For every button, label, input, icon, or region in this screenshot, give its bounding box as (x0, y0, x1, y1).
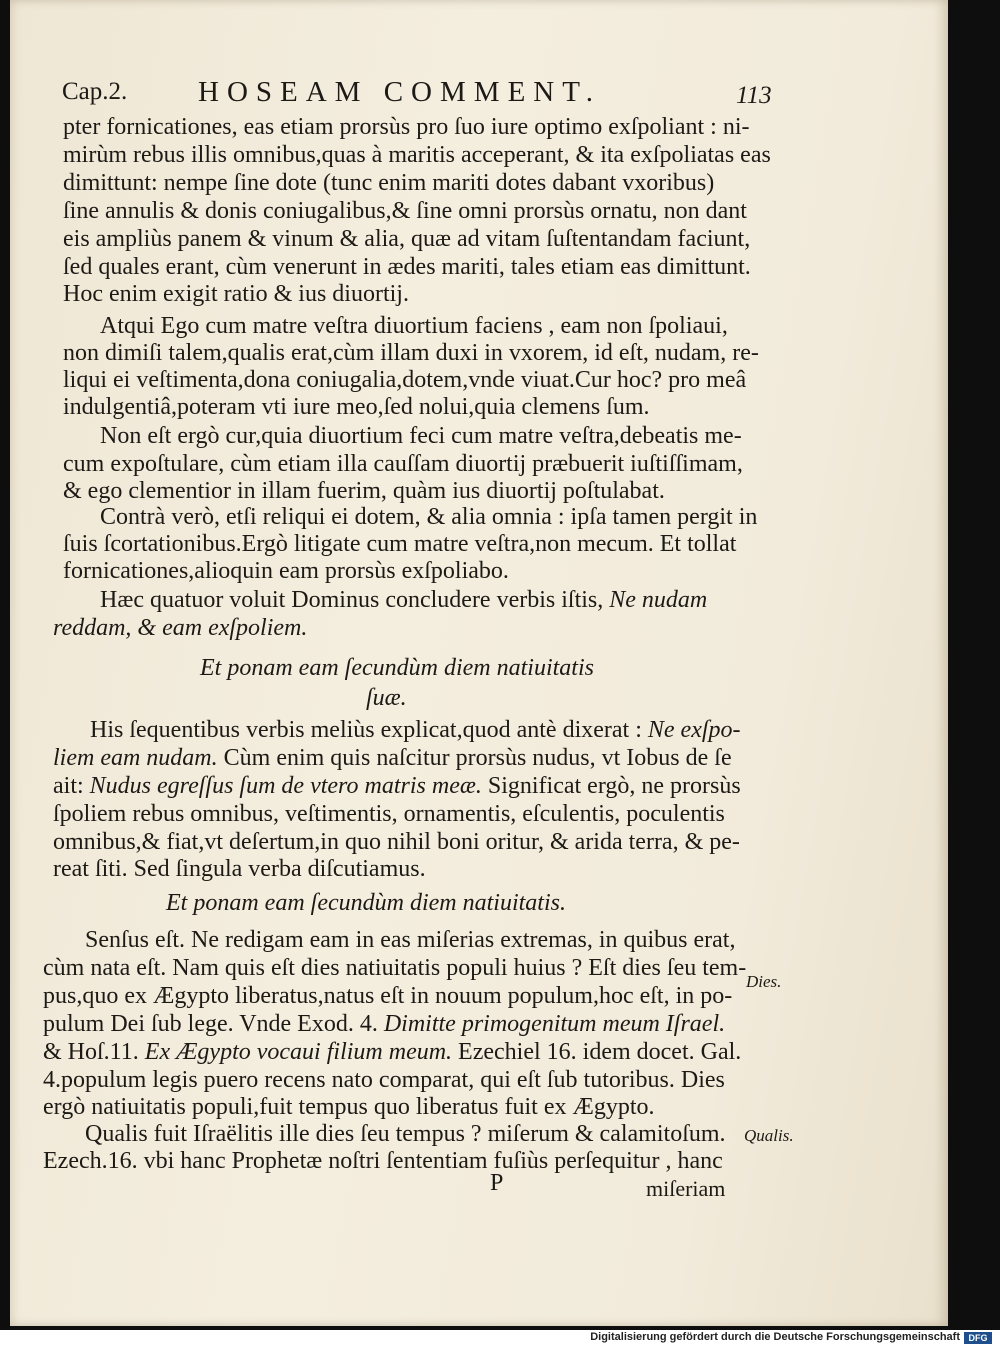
text-line: non dimiſi talem,qualis erat,cùm illam duxi in vxorem, id eſt, nudam, re- (63, 340, 759, 366)
signature-mark: P (490, 1170, 504, 1196)
text-line: indulgentiâ,poteram vti iure meo,ſed nolui,quia clemens ſum. (63, 394, 650, 420)
running-head-title: HOSEAM COMMENT. (198, 76, 602, 108)
page-number: 113 (736, 82, 772, 109)
text-italic: Ne nudam (609, 587, 708, 613)
text-roman: Hæc quatuor voluit Dominus concludere verbis iſtis, (100, 587, 604, 613)
margin-note: Dies. (746, 972, 782, 991)
text-line: ſine annulis & donis coniugalibus,& ſine omni prorsùs ornatu, non dant (63, 198, 747, 224)
text-italic: liem eam nudam. (53, 745, 218, 771)
text-roman: Significat ergò, ne prorsùs (487, 773, 741, 799)
text-line: reat ſiti. Sed ſingula verba diſcutiamus. (53, 856, 426, 882)
margin-note: Qualis. (744, 1126, 794, 1145)
text-roman: Cùm enim quis naſcitur prorsùs nudus, vt Iobus de ſe (223, 745, 732, 771)
text-line: Ezech.16. vbi hanc Prophetæ noſtri ſententiam fuſiùs perſequitur , hanc (43, 1148, 723, 1174)
section-heading: Et ponam eam ſecundùm diem natiuitatis (200, 655, 594, 681)
text-line (43, 1038, 741, 1066)
text-line: dimittunt: nempe ſine dote (tunc enim mariti dotes dabant vxoribus) (63, 170, 715, 196)
text-line: fornicationes,alioquin eam prorsùs exſpoliabo. (63, 558, 509, 584)
text-line: mirùm rebus illis omnibus,quas à maritis acceperant, & ita exſpoliatas eas (63, 142, 771, 168)
text-line: eis ampliùs panem & vinum & alia, quæ ad vitam ſuſtentandam faciunt, (63, 226, 751, 252)
text-italic: Ex Ægypto vocaui filium meum. (144, 1039, 453, 1065)
text-line: liqui ei veſtimenta,dona coniugalia,dotem,vnde viuat.Cur hoc? pro meâ (63, 367, 747, 393)
text-line: ergò natiuitatis populi,fuit tempus quo liberatus fuit ex Ægypto. (43, 1094, 655, 1120)
text-roman: ait: (53, 773, 84, 799)
text-roman: His ſequentibus verbis meliùs explicat,quod antè dixerat : (90, 717, 642, 743)
text-line: Atqui Ego cum matre veſtra diuortium faciens , eam non ſpoliaui, (100, 313, 728, 339)
text-line: Qualis fuit Iſraëlitis ille dies ſeu tempus ? miſerum & calamitoſum. (85, 1121, 726, 1147)
text-roman: Ezechiel 16. idem docet. Gal. (458, 1039, 742, 1065)
text-line: reddam, & eam exſpoliem. (53, 615, 308, 641)
text-line (53, 772, 741, 800)
text-line: pter fornicationes, eas etiam prorsùs pro ſuo iure optimo exſpoliant : ni- (63, 114, 750, 140)
text-line: 4.populum legis puero recens nato comparat, qui eſt ſub tutoribus. Dies (43, 1067, 725, 1093)
text-italic: Dimitte primogenitum meum Iſrael. (383, 1011, 726, 1037)
digitization-footer (0, 1330, 1000, 1346)
text-roman: pulum Dei ſub lege. Vnde Exod. 4. (43, 1011, 378, 1037)
text-line: cum expoſtulare, cùm etiam illa cauſſam diuortij præbuerit iuſtiſſimam, (63, 451, 743, 477)
running-head-chapter: Cap.2. (62, 78, 128, 105)
text-line: Contrà verò, etſi reliqui ei dotem, & alia omnia : ipſa tamen pergit in (100, 504, 758, 530)
text-line: ſuis ſcortationibus.Ergò litigate cum matre veſtra,non mecum. Et tollat (63, 531, 737, 557)
text-line: ſpoliem rebus omnibus, veſtimentis, ornamentis, eſculentis, poculentis (53, 801, 725, 827)
text-line: Non eſt ergò cur,quia diuortium feci cum matre veſtra,debeatis me- (100, 423, 742, 449)
text-roman: & Hoſ.11. (43, 1039, 139, 1065)
text-line: Hoc enim exigit ratio & ius diuortij. (63, 281, 409, 307)
text-line: & ego clementior in illam fuerim, quàm ius diuortij poſtulabat. (63, 478, 665, 504)
text-line (90, 716, 741, 744)
text-italic: Ne exſpo- (647, 717, 741, 743)
text-line (53, 744, 732, 772)
catchword: miſeriam (646, 1176, 726, 1201)
funding-notice: Digitalisierung gefördert durch die Deutsche Forschungsgemeinschaft (590, 1331, 960, 1343)
text-line (43, 1010, 725, 1038)
book-page (10, 0, 948, 1326)
dfg-logo: DFG (964, 1332, 992, 1344)
text-line: cùm nata eſt. Nam quis eſt dies natiuitatis populi huius ? Eſt dies ſeu tem- (43, 955, 747, 981)
text-italic: Nudus egreſſus ſum de vtero matris meæ. (89, 773, 482, 799)
text-line: omnibus,& fiat,vt deſertum,in quo nihil boni oritur, & arida terra, & pe- (53, 829, 740, 855)
section-heading: Et ponam eam ſecundùm diem natiuitatis. (166, 890, 566, 916)
text-line (100, 586, 707, 614)
text-line: ſed quales erant, cùm venerunt in ædes mariti, tales etiam eas dimittunt. (63, 254, 751, 280)
section-heading: ſuæ. (366, 685, 407, 711)
text-line: pus,quo ex Ægypto liberatus,natus eſt in nouum populum,hoc eſt, in po- (43, 983, 733, 1009)
text-line: Senſus eſt. Ne redigam eam in eas miſerias extremas, in quibus erat, (85, 927, 736, 953)
